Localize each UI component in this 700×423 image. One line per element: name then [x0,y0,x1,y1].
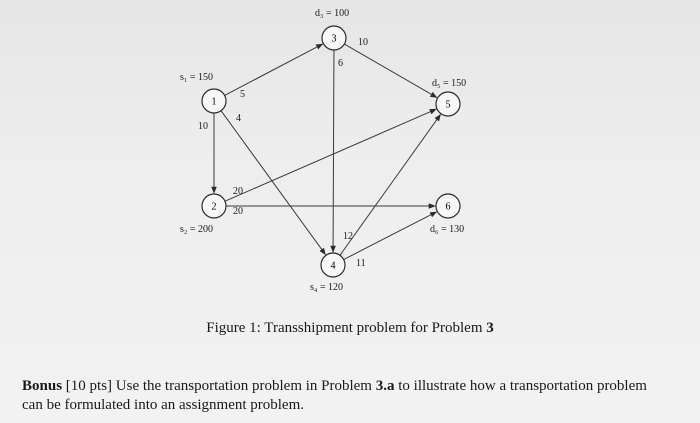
node-5 [436,92,460,116]
edge-1-4 [221,111,325,255]
edge-3-5 [344,44,436,97]
bonus-question [22,377,662,415]
edge-4-5 [340,115,440,256]
edge-cost-1-4: 4 [236,113,241,124]
node-4-supply-label: s₄ = 120 [310,282,344,293]
bonus-rest: to illustrate how a transportation problem can be formulated into an assignment problem. [22,378,647,413]
node-1-label: 1 [211,96,217,108]
edge-cost-2-6: 20 [233,206,243,217]
bonus-problem-ref: 3.a [375,378,395,394]
edge-2-5 [225,109,436,201]
node-2 [202,194,226,218]
node-3-demand-label: d₃ = 100 [315,8,350,19]
node-2-supply-label: s₂ = 200 [180,224,214,235]
node-4 [321,253,345,277]
node-3 [322,26,346,50]
node-2-label: 2 [211,201,217,213]
bonus-text: [10 pts] Use the transportation problem in Problem [62,378,376,394]
edge-cost-4-5: 12 [343,231,353,242]
edge-4-6 [344,212,437,260]
bonus-label: Bonus [22,378,63,394]
caption-problem-number: 3 [486,320,494,336]
caption-text: Figure 1: Transshipment problem for Problem [206,320,487,336]
node-1-supply-label: s₁ = 150 [180,72,214,83]
edge-cost-2-5: 20 [233,186,243,197]
node-6 [436,194,460,218]
edge-cost-3-4: 6 [338,58,343,69]
edge-3-4 [333,50,334,252]
node-6-demand-label: d₆ = 130 [430,224,465,235]
edge-1-3 [225,44,323,95]
node-5-label: 5 [445,99,451,111]
edge-cost-4-6: 11 [356,258,366,269]
node-1 [202,89,226,113]
figure-caption [0,320,700,337]
node-4-label: 4 [330,260,336,272]
node-3-label: 3 [331,33,337,45]
edge-cost-1-2: 10 [198,121,208,132]
node-6-label: 6 [445,201,451,213]
edge-cost-1-3: 5 [240,89,245,100]
edge-cost-3-5: 10 [358,37,368,48]
node-5-demand-label: d₅ = 150 [432,78,467,89]
